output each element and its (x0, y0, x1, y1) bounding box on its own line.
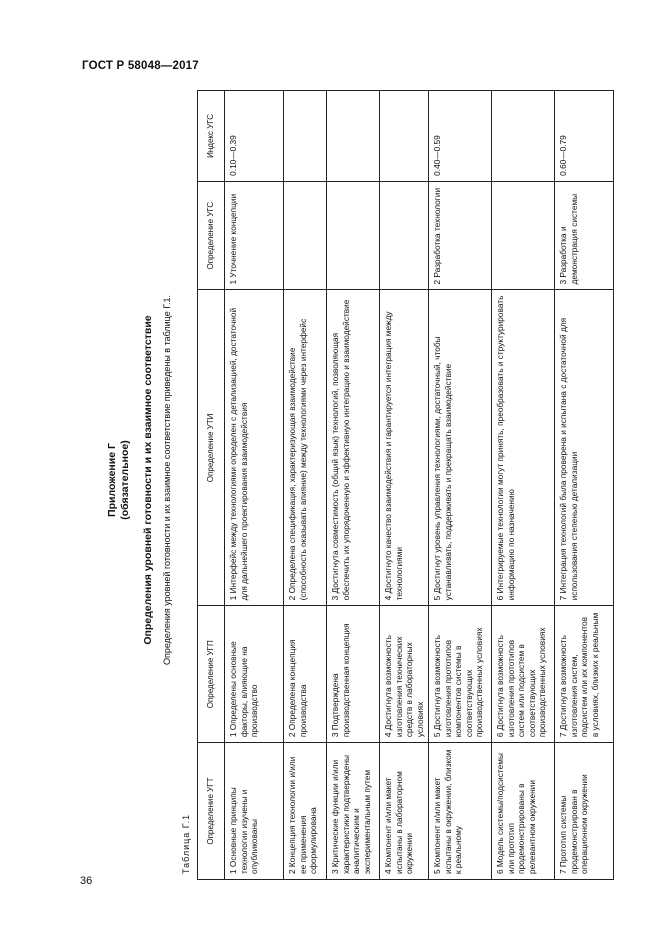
rotated-content (70, 80, 600, 880)
table-row (555, 91, 614, 880)
cell-ugs: 1 Уточнение концепции (225, 181, 284, 290)
table-row (380, 91, 429, 880)
cell-uti: 2 Определена спецификация, характеризующая взаимодействие (способность оказывать влияние) между технологиями через интерфейс (284, 290, 327, 606)
table-row (284, 91, 327, 880)
table-row (327, 91, 380, 880)
cell-ugp: 5 Достигнута возможность изготовления прототипов компонентов системы в соответствующих производственных условиях (429, 606, 492, 743)
column-header: Определение УГП (198, 606, 225, 743)
cell-index (284, 91, 327, 182)
table-row (492, 91, 555, 880)
cell-index (327, 91, 380, 182)
cell-uti: 7 Интеграция технологий была проверена и испытана с достаточной для использования степенью детализации (555, 290, 614, 606)
intro-text: Определения уровней готовности и их взаимное соответствие приведены в таблице Г.1. (162, 295, 172, 666)
cell-ugp: 2 Определена концепция производства (284, 606, 327, 743)
cell-index: 0.60—0.79 (555, 91, 614, 182)
cell-ugs (284, 181, 327, 290)
appendix-title: Приложение Г (106, 443, 118, 517)
cell-uti: 5 Достигнут уровень управления технологиями, достаточный, чтобы устанавливать, поддерживать и прекращать взаимодействие (429, 290, 492, 606)
cell-ugs (380, 181, 429, 290)
cell-ugs (327, 181, 380, 290)
table-header-row (198, 91, 225, 880)
cell-ugt: 5 Компонент и/или макет испытаны в окружении, близком к реальному (429, 743, 492, 880)
cell-index (380, 91, 429, 182)
table-row (429, 91, 492, 880)
cell-ugt: 2 Концепция технологии и/или ее применения сформулирована (284, 743, 327, 880)
page-number: 36 (80, 875, 93, 887)
cell-ugp: 6 Достигнута возможность изготовления прототипов систем или подсистем в соответствующих производственных условиях (492, 606, 555, 743)
column-header: Определение УТИ (198, 290, 225, 606)
cell-ugp: 1 Определены основные факторы, влияющие на производство (225, 606, 284, 743)
cell-ugt: 3 Критические функции и/или характеристики подтверждены аналитическим и экспериментальным путем (327, 743, 380, 880)
cell-ugt: 1 Основные принципы технологии изучены и опубликованы (225, 743, 284, 880)
cell-uti: 1 Интерфейс между технологиями определен с детализацией, достаточной для дальнейшего проектирования взаимодействия (225, 290, 284, 606)
column-header: Определение УГТ (198, 743, 225, 880)
cell-ugp: 3 Подтверждена производственная концепция (327, 606, 380, 743)
cell-ugt: 4 Компонент и/или макет испытаны в лабораторном окружении (380, 743, 429, 880)
cell-uti: 3 Достигнута совместимость (общий язык) технологий, позволяющая обеспечить их упорядоченную и эффективную интеграцию и взаимодействие (327, 290, 380, 606)
cell-index: 0.10—0.39 (225, 91, 284, 182)
cell-ugs: 2 Разработка технологии (429, 181, 492, 290)
column-header: Индекс УГС (198, 91, 225, 182)
document-header: ГОСТ Р 58048—2017 (82, 60, 199, 72)
cell-index (492, 91, 555, 182)
appendix-heading (106, 80, 132, 880)
section-title: Определения уровней готовности и их взаимное соответствие (142, 315, 154, 645)
column-header: Определение УГС (198, 181, 225, 290)
table-row (225, 91, 284, 880)
cell-index: 0.40—0.59 (429, 91, 492, 182)
cell-uti: 4 Достигнуто качество взаимодействия и гарантируется интеграция между технологиями (380, 290, 429, 606)
cell-ugs (492, 181, 555, 290)
cell-uti: 6 Интегрируемые технологии могут принять, преобразовать и структурировать информацию по назначению (492, 290, 555, 606)
table-label: Таблица Г.1 (181, 813, 191, 874)
appendix-status: (обязательное) (119, 440, 131, 520)
cell-ugp: 7 Достигнута возможность изготовления систем, подсистем или их компонентов в условиях, близких к реальным (555, 606, 614, 743)
cell-ugt: 6 Модель системы/подсистемы или прототип продемонстрированы в релевантном окружении (492, 743, 555, 880)
cell-ugs: 3 Разработка и демонстрация системы (555, 181, 614, 290)
cell-ugt: 7 Прототип системы продемонстрирован в операционном окружении (555, 743, 614, 880)
readiness-table (197, 90, 614, 880)
cell-ugp: 4 Достигнута возможность изготовления технических средств в лабораторных условиях (380, 606, 429, 743)
